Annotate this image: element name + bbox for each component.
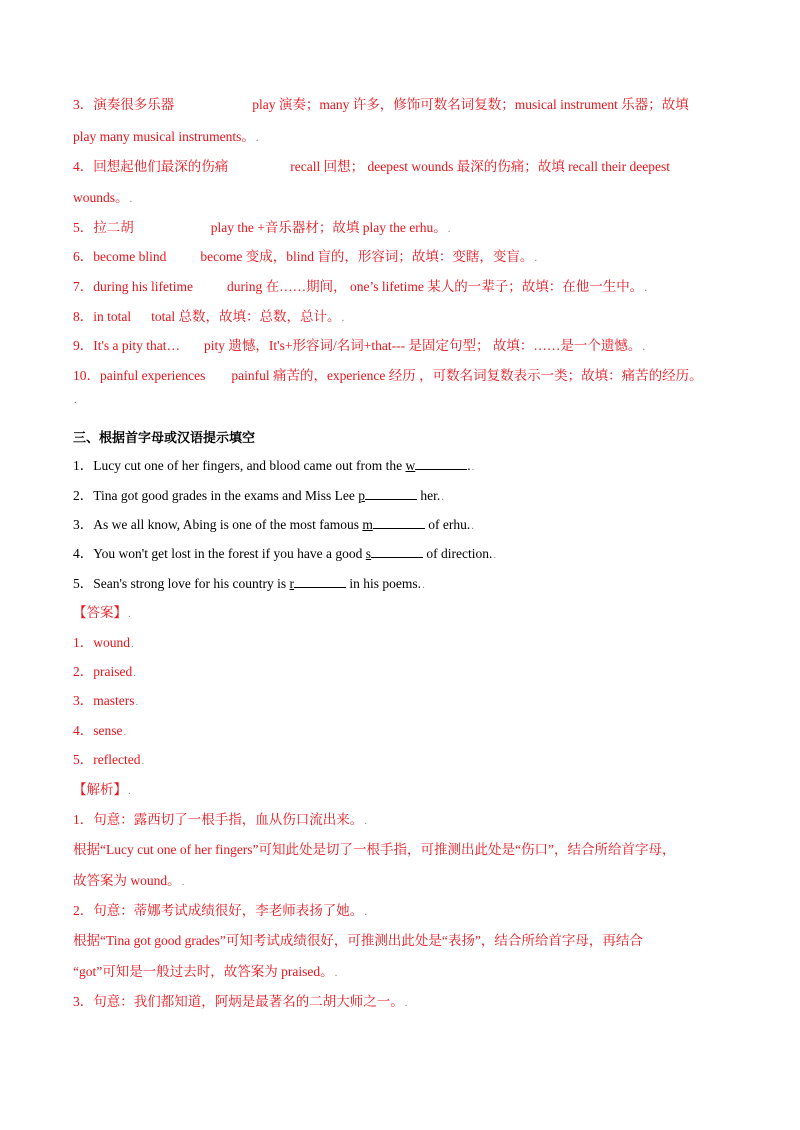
question-text: Tina got good grades in the exams and Miss Lee [93, 488, 359, 503]
analysis-2-answer: “got”可知是一般过去时，故答案为 praised。. [73, 964, 338, 979]
item-note: pity 遗憾，It's+形容词/名词+that--- 是固定句型； 故填：……是一个遗憾。 [204, 338, 642, 353]
question-text: Lucy cut one of her fingers, and blood came out from the [93, 458, 406, 473]
item-phrase: It's a pity that… [93, 338, 181, 353]
explanation-item-7: 7．during his lifetime during 在……期间， one’s lifetime 某人的一辈子；故填：在他一生中。. [73, 279, 647, 294]
explanation-item-8: 8．in total total 总数，故填：总数，总计。. [73, 309, 345, 324]
answer-text: reflected [93, 752, 141, 767]
answer-3: 3．masters. [73, 693, 139, 708]
analysis-1-meaning: 1．句意：露西切了一根手指，血从伤口流出来。. [73, 812, 367, 827]
explanation-item-3-cont: play many musical instruments。. [73, 129, 259, 144]
question-3: 3．As we all know, Abing is one of the most famous m of erhu.. [73, 517, 474, 532]
question-text: As we all know, Abing is one of the most famous [93, 517, 363, 532]
analysis-2-reason: 根据“Tina got good grades”可知考试成绩很好，可推测出此处是“表扬”，结合所给首字母，再结合 [73, 933, 643, 948]
item-note-cont: wounds。 [73, 190, 129, 205]
question-text: You won't get lost in the forest if you have a good [93, 546, 366, 561]
analysis-3-meaning: 3．句意：我们都知道，阿炳是最著名的二胡大师之一。. [73, 994, 408, 1009]
item-number: 10． [73, 368, 100, 383]
item-phrase: 回想起他们最深的伤痛 [93, 159, 229, 174]
explanation-item-10 [73, 367, 740, 385]
answer-number: 4． [73, 723, 94, 738]
answer-number: 2． [73, 664, 94, 679]
answer-number: 1． [73, 635, 94, 650]
item-number: 6． [73, 249, 94, 264]
item-note: recall 回想； deepest wounds 最深的伤痛；故填 recall their deepest [290, 159, 671, 174]
question-5: 5．Sean's strong love for his country is r in his poems.. [73, 576, 425, 591]
item-note: become 变成，blind 盲的，形容词；故填：变瞎，变盲。 [200, 249, 534, 264]
item-number: 5． [73, 220, 94, 235]
question-1: 1．Lucy cut one of her fingers, and blood came out from the w .. [73, 458, 475, 473]
item-number: 9． [73, 338, 94, 353]
question-text-after: of erhu. [424, 517, 471, 532]
item-note-cont: play many musical instruments。 [73, 129, 255, 144]
item-phrase: painful experiences [100, 368, 206, 383]
fill-blank[interactable] [362, 516, 425, 534]
answer-text: wound [93, 635, 130, 650]
fill-blank[interactable] [405, 457, 471, 475]
fill-blank[interactable] [358, 487, 417, 505]
item-number: 7． [73, 279, 94, 294]
question-number: 5． [73, 576, 94, 591]
fill-blank[interactable] [366, 545, 423, 563]
question-number: 4． [73, 546, 94, 561]
question-number: 2． [73, 488, 94, 503]
item-note: play the +音乐器材；故填 play the erhu。 [210, 220, 447, 235]
item-note: play 演奏；many 许多，修饰可数名词复数；musical instrument 乐器；故填 [252, 97, 689, 112]
explanation-item-4 [73, 158, 740, 176]
answer-text: masters [93, 693, 135, 708]
question-number: 1． [73, 458, 94, 473]
item-note: painful 痛苦的，experience 经历 ，可数名词复数表示一类；故填：痛苦的经历。 [231, 368, 703, 383]
item-note: during 在……期间， one’s lifetime 某人的一辈子；故填：在他一生中。 [226, 279, 644, 294]
paragraph-mark: . [74, 394, 77, 406]
item-phrase: in total [93, 309, 132, 324]
item-phrase: become blind [93, 249, 167, 264]
item-number: 3． [73, 97, 94, 112]
question-text-after: . [467, 458, 471, 473]
item-phrase: during his lifetime [93, 279, 193, 294]
item-number: 8． [73, 309, 94, 324]
initial-letter: m [362, 517, 373, 532]
initial-letter: r [289, 576, 295, 591]
answer-number: 3． [73, 693, 94, 708]
answer-4: 4．sense. [73, 723, 127, 738]
answer-text: praised [93, 664, 133, 679]
answer-1: 1．wound. [73, 635, 134, 650]
fill-blank[interactable] [290, 575, 347, 593]
initial-letter: p [358, 488, 365, 503]
analysis-1-answer: 故答案为 wound。. [73, 873, 185, 888]
question-text-after: in his poems. [346, 576, 422, 591]
item-number: 4． [73, 159, 94, 174]
explanation-item-4-cont: wounds。. [73, 190, 133, 205]
question-number: 3． [73, 517, 94, 532]
initial-letter: s [365, 546, 372, 561]
answer-label: 【答案】. [73, 605, 131, 620]
section-heading: 三、根据首字母或汉语提示填空 [73, 431, 256, 446]
question-text-after: of direction. [423, 546, 493, 561]
explanation-item-6: 6．become blind become 变成，blind 盲的，形容词；故填：变瞎，变盲。. [73, 249, 538, 264]
item-phrase: 拉二胡 [93, 220, 134, 235]
answer-number: 5． [73, 752, 94, 767]
answer-5: 5．reflected. [73, 752, 145, 767]
explanation-item-5: 5．拉二胡 play the +音乐器材；故填 play the erhu。. [73, 220, 451, 235]
question-2: 2．Tina got good grades in the exams and Miss Lee p her.. [73, 488, 444, 503]
question-text-after: her. [416, 488, 441, 503]
answer-2: 2．praised. [73, 664, 136, 679]
explanation-item-3 [73, 96, 740, 114]
initial-letter: w [405, 458, 416, 473]
item-phrase: 演奏很多乐器 [93, 97, 175, 112]
item-note: total 总数，故填：总数，总计。 [151, 309, 341, 324]
answer-text: sense [93, 723, 123, 738]
analysis-label: 【解析】. [73, 782, 131, 797]
question-4: 4．You won't get lost in the forest if you have a good s of direction.. [73, 546, 497, 561]
explanation-item-9: 9．It's a pity that… pity 遗憾，It's+形容词/名词+that--- 是固定句型； 故填：……是一个遗憾。. [73, 338, 646, 353]
analysis-2-meaning: 2．句意：蒂娜考试成绩很好，李老师表扬了她。. [73, 903, 367, 918]
question-text: Sean's strong love for his country is [93, 576, 290, 591]
analysis-1-reason: 根据“Lucy cut one of her fingers”可知此处是切了一根手指，可推测出此处是“伤口”，结合所给首字母， [73, 842, 676, 857]
